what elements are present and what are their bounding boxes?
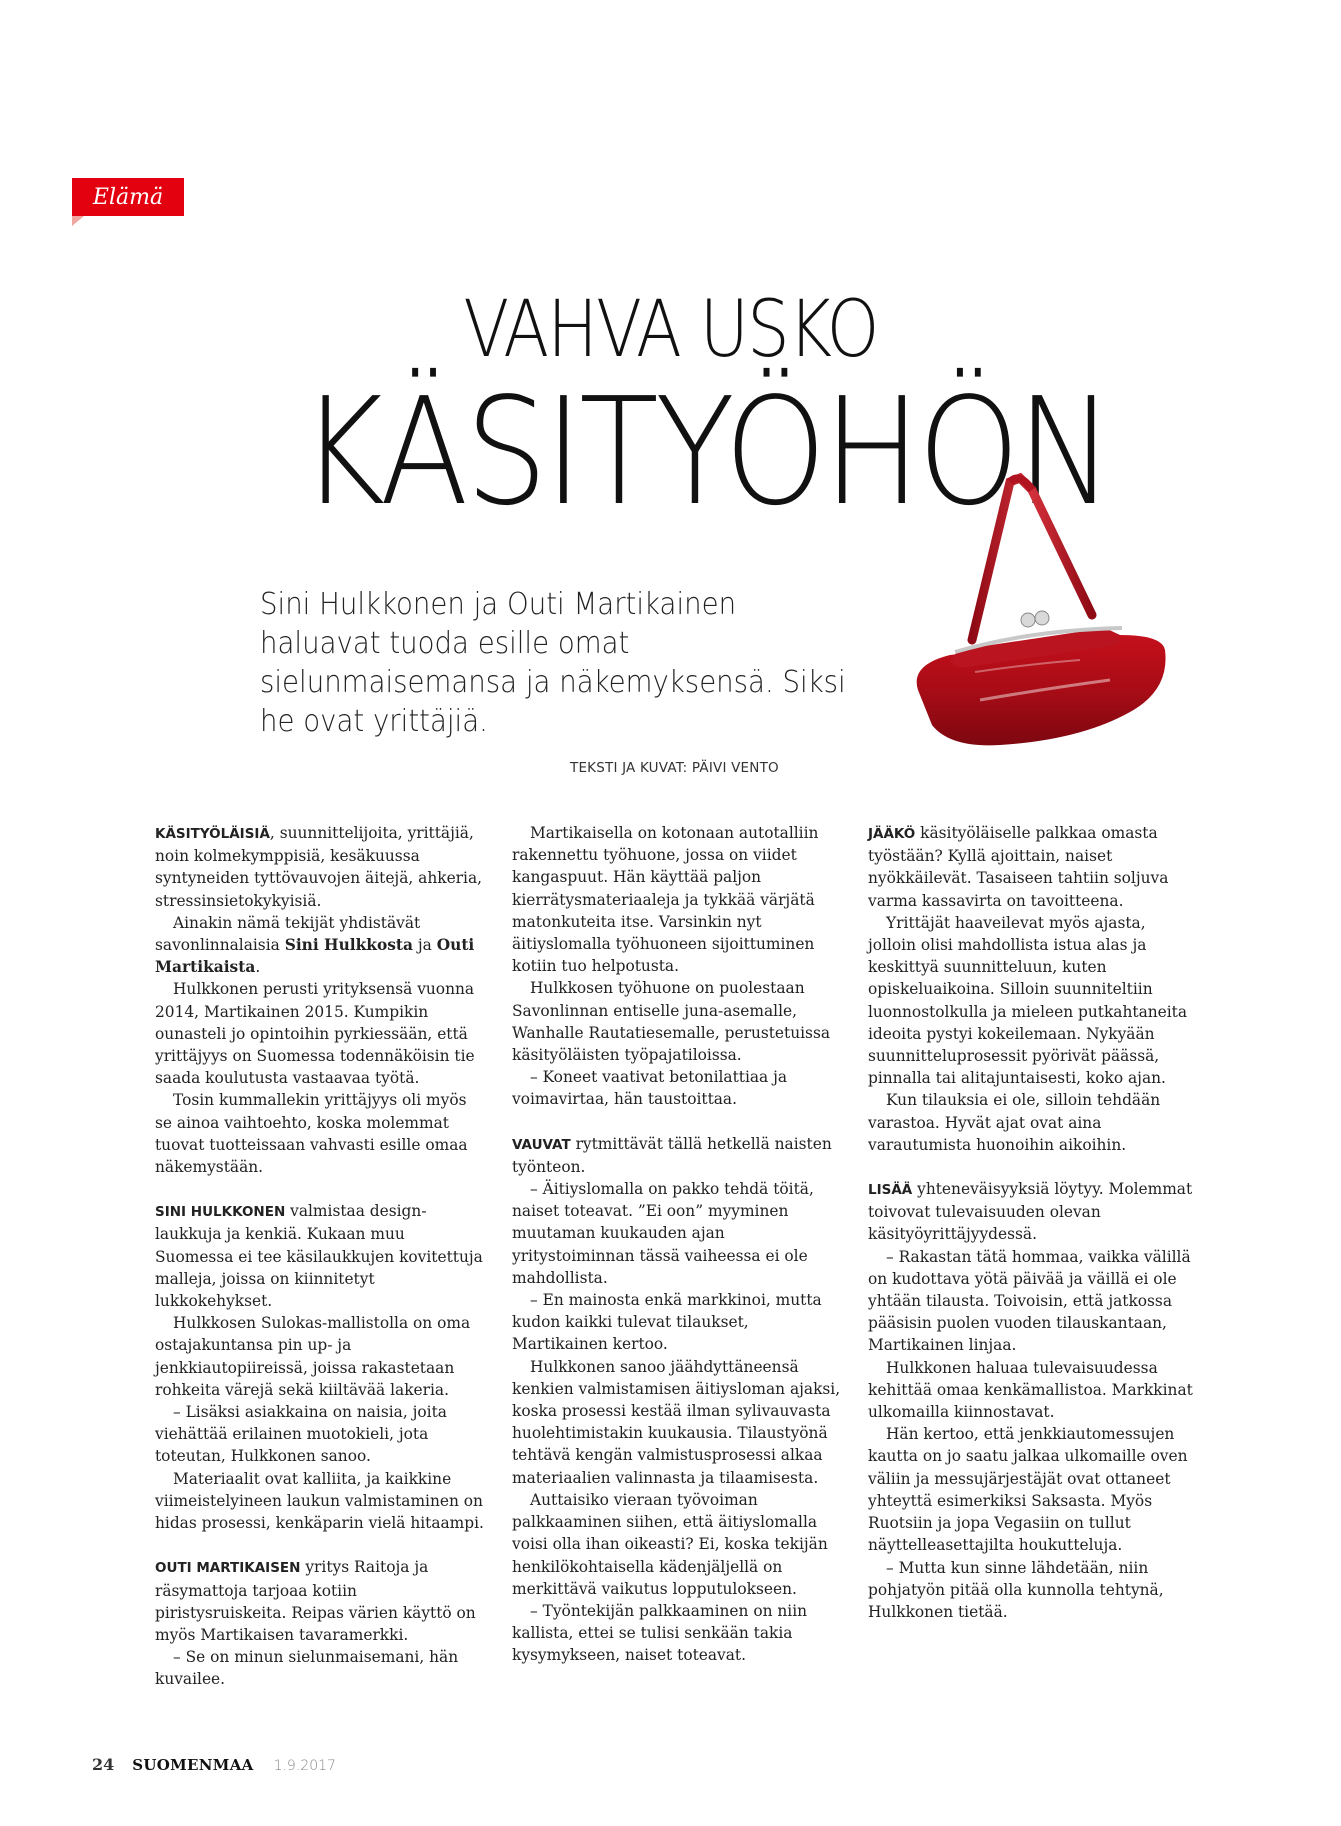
headline-line-2: KÄSITYÖHÖN [300, 366, 1111, 538]
paragraph: VAUVAT rytmittävät tällä hetkellä naisten työnteon. [512, 1134, 832, 1176]
paragraph: Tosin kummallekin yrittäjyys oli myös se ainoa vaihtoehto, koska molemmat tuovat tuotteissaan vahvasti esille omaa näkemystään. [155, 1091, 468, 1177]
paragraph-kicker: OUTI MARTIKAISEN [155, 1560, 301, 1577]
paragraph: – Se on minun sielunmaisemani, hän kuvailee. [155, 1648, 459, 1689]
page-number: 24 [92, 1755, 115, 1774]
lead-paragraph: Sini Hulkkonen ja Outi Martikainen haluavat tuoda esille omat sielunmaisemansa ja näkemyksensä. Siksi he ovat yrittäjiä. [260, 587, 846, 739]
paragraph: Ainakin nämä tekijät yhdistävät savonlinnalaisia Sini Hulkkosta ja Outi Martikaista. [155, 913, 475, 977]
article-column-2 [512, 822, 842, 1667]
section-tag-tail [72, 216, 84, 226]
section-tag [72, 178, 184, 216]
headline-line-1: VAHVA USKO [463, 285, 878, 375]
paragraph: Materiaalit ovat kalliita, ja kaikkine viimeistelyineen laukun valmistaminen on hidas prosessi, kenkäparin vielä hitaampi. [155, 1469, 484, 1533]
paragraph: SINI HULKKONEN valmistaa design-laukkuja ja kenkiä. Kukaan muu Suomessa ei tee käsilaukkujen kovitettuja malleja, joissa on kiinnitetyt lukkokehykset. [155, 1202, 483, 1311]
person-name: Outi Martikaista [155, 936, 475, 977]
paragraph-kicker: VAUVAT [512, 1136, 571, 1153]
paragraph: – Äitiyslomalla on pakko tehdä töitä, naiset toteavat. ”Ei oon” myyminen muutaman kuukauden ajan yritystoiminnan tässä vaiheessa ei ole mahdollista. [512, 1180, 814, 1287]
paragraph: Hulkkosen Sulokas-mallistolla on oma ostajakuntansa pin up- ja jenkkiautopiireissä, joissa rakastetaan rohkeita värejä sekä kiiltävää lakeria. [155, 1314, 471, 1399]
paragraph: – Rakastan tätä hommaa, vaikka välillä on kudottava yötä päivää ja väillä ei ole yhtään tilausta. Toivoisin, että jatkossa pääsisin puolen vuoden tilauskantaan, Martikainen linjaa. [868, 1247, 1191, 1355]
paragraph: KÄSITYÖLÄISIÄ, suunnittelijoita, yrittäjiä, noin kolmekymppisiä, kesäkuussa syntyneiden tyttövauvojen äitejä, ahkeria, stressinsietokykyisiä. [155, 824, 483, 910]
paragraph: – Työntekijän palkkaaminen on niin kallista, ettei se tulisi senkään takia kysymykseen, naiset toteavat. [512, 1601, 808, 1665]
paragraph: Hän kertoo, että jenkkiautomessujen kautta on jo saatu jalkaa ulkomaille oven väliin ja messujärjestäjät ovat ottaneet yhteyttä esimerkiksi Saksasta. Myös Ruotsiin ja jopa Vegasiin on tullut näyttelleasettajilta houkutteluja. [868, 1425, 1188, 1555]
publication-name: SUOMENMAA [132, 1756, 254, 1774]
paragraph: – Mutta kun sinne lähdetään, niin pohjatyön pitää olla kunnolla tehtynä, Hulkkonen tietää. [868, 1558, 1164, 1621]
person-name: Sini Hulkkosta [284, 936, 413, 955]
paragraph: Hulkkonen sanoo jäähdyttäneensä kenkien valmistamisen äitiysloman ajaksi, koska prosessi kestää ilman sylivauvasta huolehtimistakin kuukausia. Tilaustyönä tehtävä kengän valmistusprosessi alkaa materiaalien valinnasta ja tilaamisesta. [512, 1357, 841, 1487]
paragraph: – Koneet vaativat betonilattiaa ja voimavirtaa, hän taustoittaa. [512, 1068, 788, 1109]
paragraph: Hulkkosen työhuone on puolestaan Savonlinnan entiselle juna-asemalle, Wanhalle Rautatiesemalle, perustetuissa käsityöläisten työpajatiloissa. [512, 979, 831, 1065]
paragraph-kicker: JÄÄKÖ [868, 826, 916, 842]
paragraph: Hulkkonen haluaa tulevaisuudessa kehittää omaa kenkämallistoa. Markkinat ulkomailla kiinnostavat. [868, 1358, 1193, 1422]
paragraph: – En mainosta enkä markkinoi, mutta kudon kaikki tulevat tilaukset, Martikainen kertoo. [512, 1291, 822, 1354]
paragraph: Kun tilauksia ei ole, silloin tehdään varastoa. Hyvät ajat ovat aina varautumista huonoihin aikoihin. [868, 1091, 1161, 1154]
paragraph: OUTI MARTIKAISEN yritys Raitoja ja räsymattoja tarjoaa kotiin piristysruiskeita. Reipas värien käyttö on myös Martikaisen tavaramerkki. [155, 1558, 476, 1644]
paragraph-kicker: KÄSITYÖLÄISIÄ [155, 826, 270, 842]
handbag-image [880, 450, 1180, 750]
article-column-3 [868, 822, 1198, 1623]
paragraph: Yrittäjät haaveilevat myös ajasta, jolloin olisi mahdollista istua alas ja keskittyä suunnitteluun, kuten opiskeluaikoina. Silloin suunniteltiin luonnostolkulla ja mieleen putkahtaneita ideoita pystyi kokeilemaan. Nykyään suunnitteluprosessit pyörivät päässä, pinnalla tai alitajuntaisesti, koko ajan. [868, 913, 1188, 1088]
paragraph: LISÄÄ yhteneväisyyksiä löytyy. Molemmat toivovat tulevaisuuden olevan käsityöyrittäjyydessä. [868, 1180, 1193, 1244]
bag-body [917, 628, 1166, 745]
article-column-1 [155, 822, 485, 1691]
paragraph: Auttaisiko vieraan työvoiman palkkaaminen siihen, että äitiyslomalla voisi olla ihan oikeasti? Ei, koska tekijän henkilökohtaisella kädenjäljellä on merkittävä vaikutus lopputulokseen. [512, 1490, 828, 1598]
paragraph: – Lisäksi asiakkaina on naisia, joita viehättää erilainen muotokieli, jota toteutan, Hulkkonen sanoo. [155, 1403, 447, 1466]
paragraph-kicker: LISÄÄ [868, 1182, 913, 1199]
paragraph: JÄÄKÖ käsityöläiselle palkkaa omasta työstään? Kyllä ajoittain, naiset nyökkäilevät. Tasaiseen tahtiin soljuva varma kassavirta on tavoitteena. [868, 824, 1169, 910]
paragraph: Martikaisella on kotonaan autotalliin rakennettu työhuone, jossa on viidet kangaspuut. Hän käyttää paljon kierrätysmateriaaleja ja tykkää värjätä matonkuteita itse. Varsinkin nyt äitiyslomalla työhuoneen sijoittuminen kotiin tuo helpotusta. [512, 824, 819, 976]
paragraph: Hulkkonen perusti yrityksensä vuonna 2014, Martikainen 2015. Kumpikin ounasteli jo opintoihin pyrkiessään, että yrittäjyys on Suomessa todennäköisin tie saada koulutusta vastaavaa työtä. [155, 980, 475, 1088]
section-label: Elämä [92, 184, 164, 210]
paragraph-kicker: SINI HULKKONEN [155, 1204, 286, 1221]
page-footer [92, 1755, 336, 1774]
bag-clasp [1021, 611, 1049, 627]
byline: TEKSTI JA KUVAT: PÄIVI VENTO [570, 760, 779, 776]
issue-date: 1.9.2017 [273, 1758, 336, 1774]
